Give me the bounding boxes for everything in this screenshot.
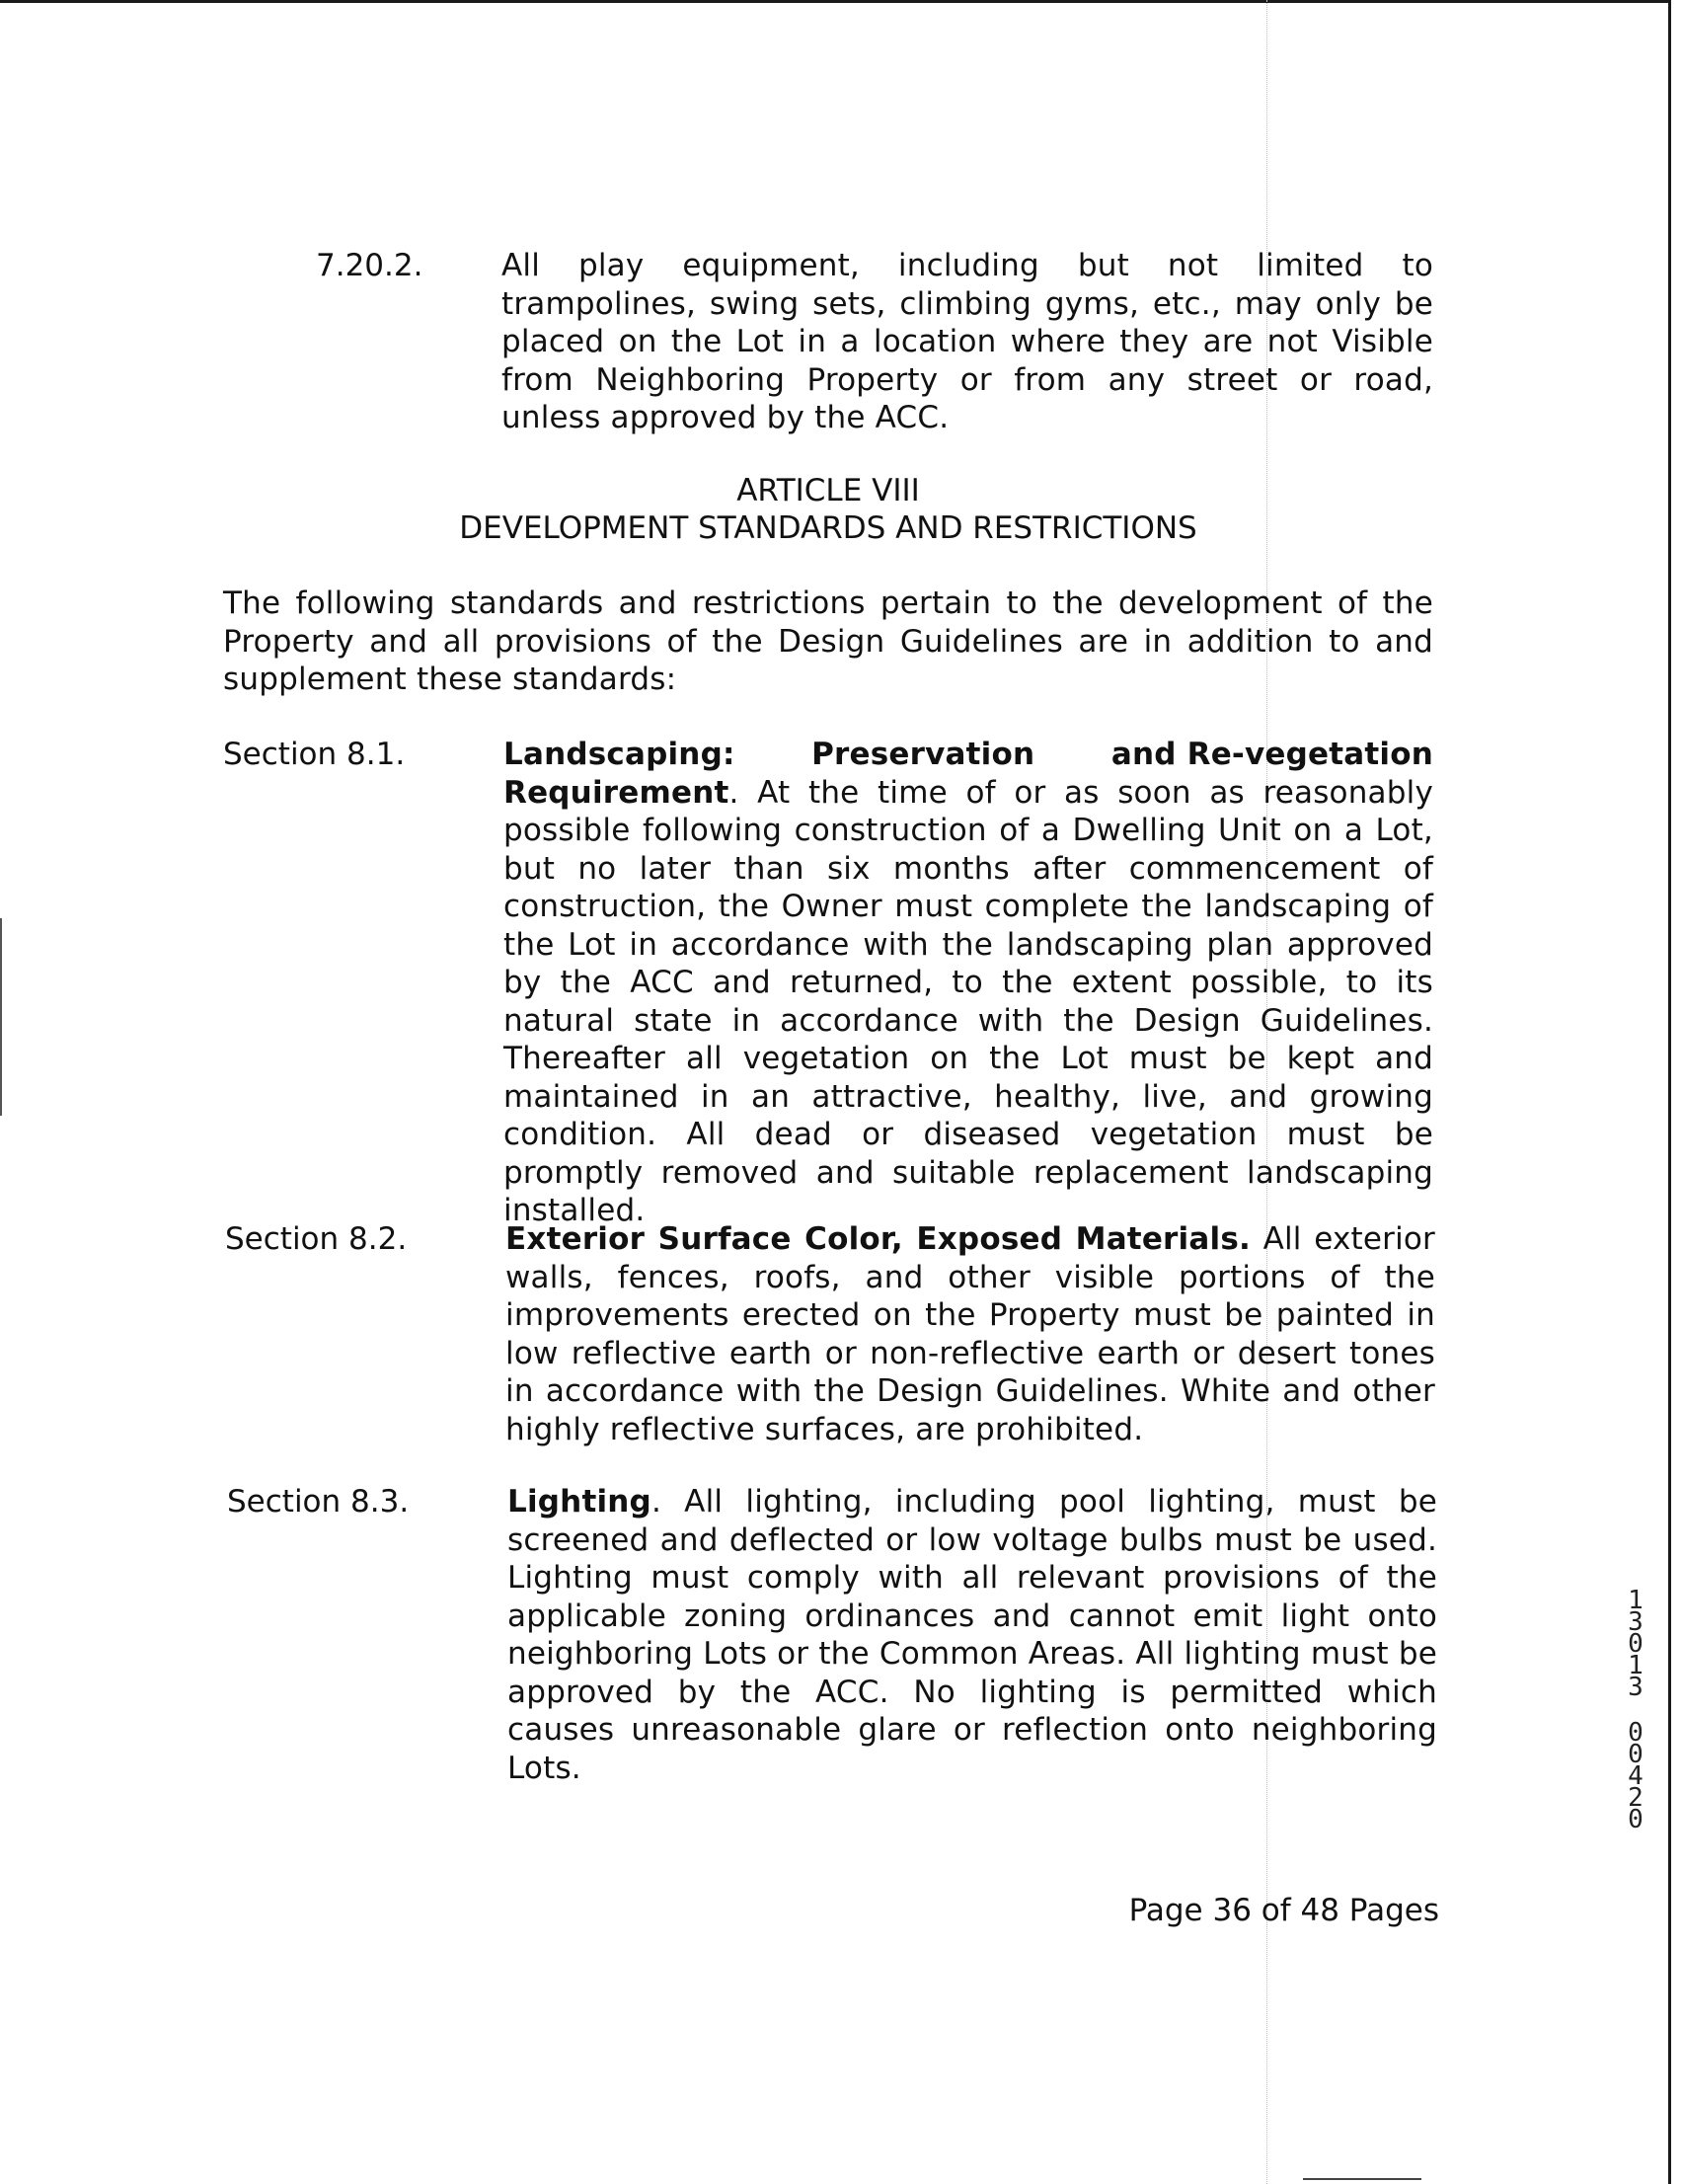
section-8-2-body bbox=[505, 1220, 1435, 1448]
scan-border-right bbox=[1668, 0, 1671, 2184]
article-title: ARTICLE VIII bbox=[736, 473, 920, 508]
section-number: Section 8.2. bbox=[225, 1221, 408, 1257]
section-number: Section 8.1. bbox=[223, 737, 406, 772]
stamp-line: 13013 bbox=[1628, 1586, 1644, 1702]
section-8-1-body bbox=[503, 736, 1433, 1230]
stamp-line: 00420 bbox=[1628, 1718, 1644, 1834]
section-8-1-heading-line bbox=[503, 736, 1433, 774]
section-heading-part: and Re-vegetation bbox=[1110, 737, 1433, 772]
recording-stamp bbox=[1621, 1586, 1650, 1834]
section-heading-part: Landscaping: bbox=[503, 737, 735, 772]
section-heading: Requirement bbox=[503, 774, 729, 811]
article-subtitle: DEVELOPMENT STANDARDS AND RESTRICTIONS bbox=[459, 510, 1197, 546]
section-text: All exterior walls, fences, roofs, and other visible portions of the improvements erected on the Property must be painted in low reflective earth or non-reflective earth or desert tones in accordance with the Design Guidelines. White and other highly reflective surfaces, are prohibited. bbox=[505, 1221, 1435, 1447]
section-heading: Exterior Surface Color, Exposed Materials. bbox=[505, 1221, 1251, 1257]
scan-border-top bbox=[0, 0, 1668, 3]
page-number: Page 36 of 48 Pages bbox=[1128, 1893, 1439, 1928]
section-heading: Lighting bbox=[507, 1484, 651, 1520]
scan-border-bottom-mark bbox=[1303, 2178, 1421, 2180]
section-text: . All lighting, including pool lighting, must be screened and deflected or low voltage bulbs must be used. Lighting must comply with all relevant provisions of the applicable zoning ordinances and cannot emit light onto neighboring Lots or the Common Areas. All lighting must be approved by the ACC. No lighting is permitted which causes unreasonable glare or reflection onto neighboring Lots. bbox=[507, 1484, 1437, 1786]
section-8-3-body bbox=[507, 1483, 1437, 1787]
article-intro: The following standards and restrictions pertain to the development of the Property and all provisions of the Design Guidelines are in addition to and supplement these standards: bbox=[223, 585, 1433, 697]
clause-text: All play equipment, including but not limited to trampolines, swing sets, climbing gyms, etc., may only be placed on the Lot in a location where they are not Visible from Neighboring Property or from any street or road, unless approved by the ACC. bbox=[501, 248, 1433, 435]
section-heading-part: Preservation bbox=[811, 737, 1035, 772]
section-number: Section 8.3. bbox=[227, 1484, 410, 1520]
section-text: . At the time of or as soon as reasonably possible following construction of a Dwelling Unit on a Lot, but no later than six months after commencement of construction, the Owner must complete the landscaping of the Lot in accordance with the landscaping plan approved by the ACC and returned, to the extent possible, to its natural state in accordance with the Design Guidelines. Thereafter all vegetation on the Lot must be kept and maintained in an attractive, healthy, live, and growing condition. All dead or diseased vegetation must be promptly removed and suitable replacement landscaping installed. bbox=[503, 774, 1433, 1228]
clause-number: 7.20.2. bbox=[316, 248, 423, 283]
scan-border-left-mark bbox=[0, 918, 2, 1116]
